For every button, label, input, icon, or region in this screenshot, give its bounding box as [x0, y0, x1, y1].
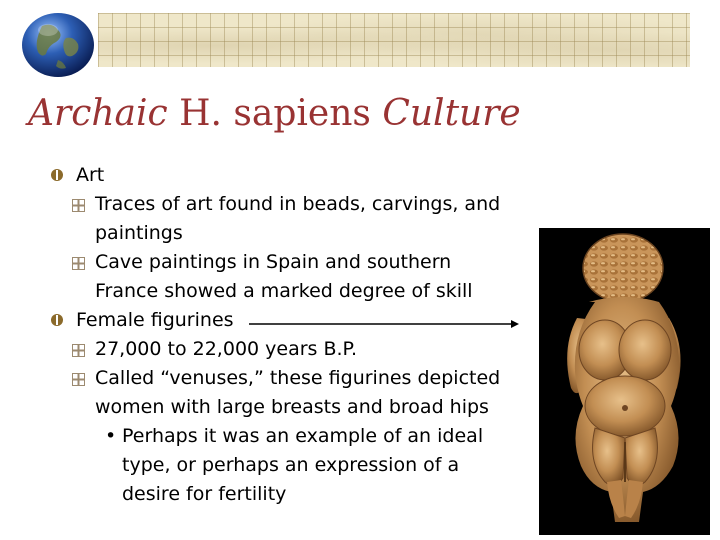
- pointer-arrow: [249, 317, 519, 331]
- bullet-item-dates: [50, 335, 520, 364]
- bullet-text: Cave paintings in Spain and southern: [95, 251, 452, 273]
- bullet-text: desire for fertility: [122, 483, 287, 505]
- bullet-continuation: [50, 393, 520, 422]
- bullet-text: Perhaps it was an example of an ideal: [122, 425, 484, 447]
- bullet-continuation: [50, 451, 520, 480]
- venus-figurine-image: [539, 228, 710, 535]
- title-archaic: Archaic: [28, 93, 180, 134]
- bullet-text: Traces of art found in beads, carvings, and: [95, 193, 501, 215]
- level2-bullet-icon: [72, 257, 85, 270]
- level2-bullet-icon: [72, 373, 85, 386]
- level2-bullet-icon: [72, 344, 85, 357]
- bullet-text: type, or perhaps an expression of a: [122, 454, 460, 476]
- bullet-text: Female figurines: [76, 309, 234, 331]
- globe-icon: [18, 8, 98, 78]
- bullet-item-ideal-type: [50, 422, 520, 451]
- bullet-item-cave-paintings: [50, 248, 520, 277]
- bullet-item-venuses: [50, 364, 520, 393]
- bullet-continuation: [50, 480, 520, 509]
- level3-bullet-icon: •: [105, 425, 117, 447]
- bullet-text: women with large breasts and broad hips: [95, 396, 489, 418]
- level1-bullet-icon: [50, 168, 64, 182]
- bullet-text: Called “venuses,” these figurines depicted: [95, 367, 501, 389]
- bullet-continuation: [50, 277, 520, 306]
- bullet-item-traces: [50, 190, 520, 219]
- bullet-text: Art: [76, 164, 105, 186]
- bullet-list: [50, 161, 520, 509]
- bullet-text: France showed a marked degree of skill: [95, 280, 473, 302]
- map-banner: [98, 13, 690, 67]
- bullet-text: 27,000 to 22,000 years B.P.: [95, 338, 358, 360]
- bullet-continuation: [50, 219, 520, 248]
- bullet-item-art: [50, 161, 520, 190]
- title-species: H. sapiens: [179, 93, 383, 134]
- level2-bullet-icon: [72, 199, 85, 212]
- bullet-text: paintings: [95, 222, 183, 244]
- level1-bullet-icon: [50, 313, 64, 327]
- page-title: [28, 92, 521, 135]
- title-culture: Culture: [382, 93, 521, 134]
